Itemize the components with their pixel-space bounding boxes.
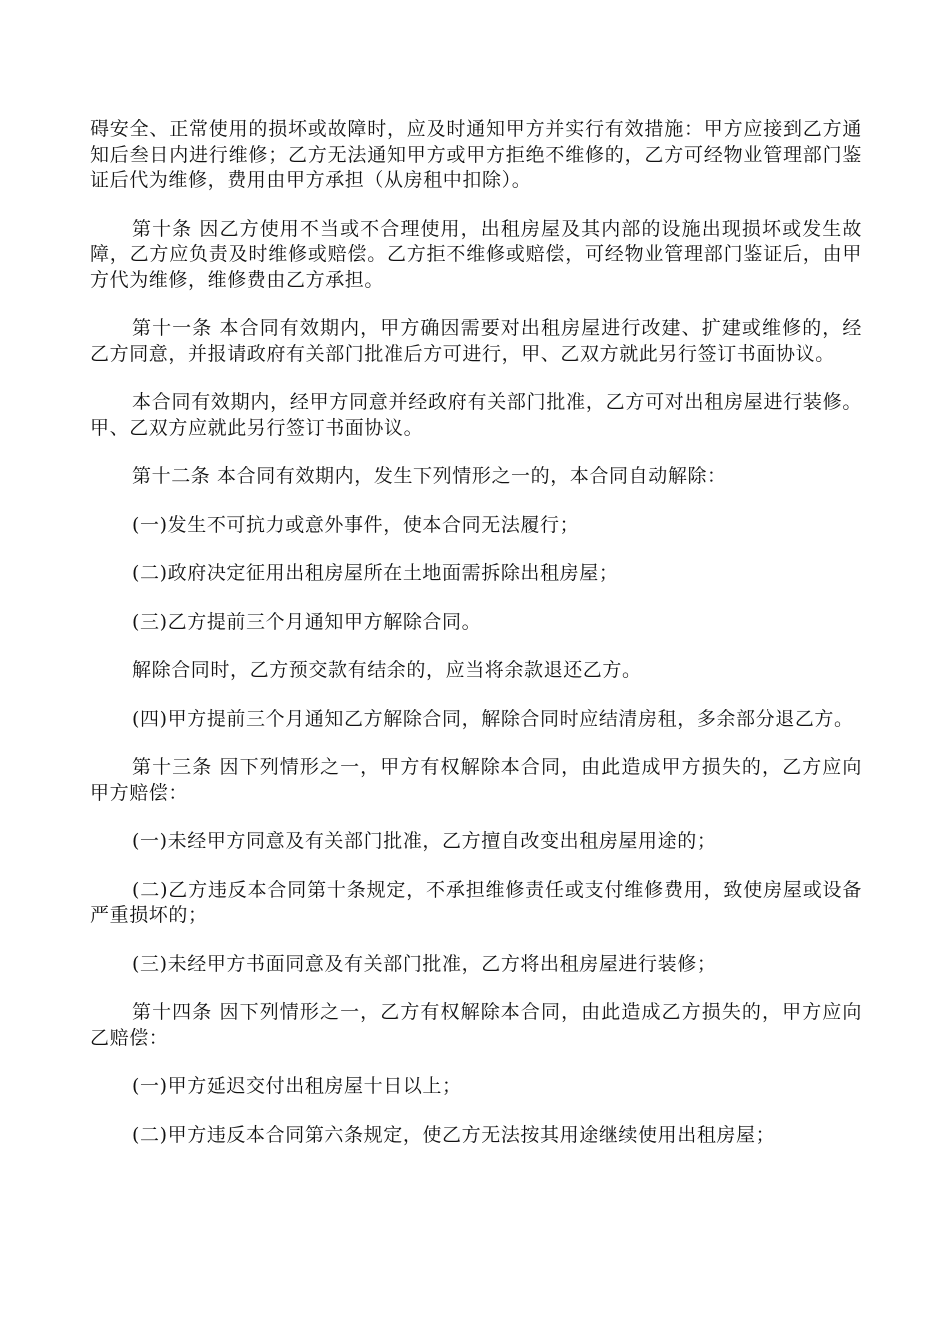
paragraph-article-11: 第十一条 本合同有效期内，甲方确因需要对出租房屋进行改建、扩建或维修的，经乙方同意，并报请政府有关部门批准后方可进行，甲、乙双方就此另行签订书面协议。 [90, 317, 862, 365]
list-item-13-1: (一)未经甲方同意及有关部门批准，乙方擅自改变出租房屋用途的； [132, 830, 717, 852]
list-item-12-2: (二)政府决定征用出租房屋所在土地面需拆除出租房屋； [132, 562, 619, 584]
paragraph-article-12: 第十二条 本合同有效期内，发生下列情形之一的，本合同自动解除： [132, 465, 727, 487]
paragraph-article-14: 第十四条 因下列情形之一，乙方有权解除本合同，由此造成乙方损失的，甲方应向乙赔偿： [90, 1001, 862, 1049]
list-item-12-3: (三)乙方提前三个月通知甲方解除合同。 [132, 610, 482, 633]
paragraph-continued-maintenance: 碍安全、正常使用的损坏或故障时，应及时通知甲方并实行有效措施：甲方应接到乙方通知后叁日内进行维修；乙方无法通知甲方或甲方拒绝不维修的，乙方可经物业管理部门鉴证后代为维修，费用由甲方承担（从房租中扣除）。 [90, 118, 862, 191]
list-item-12-1: (一)发生不可抗力或意外事件，使本合同无法履行； [132, 513, 580, 536]
document-body [90, 117, 862, 1171]
paragraph-article-10: 第十条 因乙方使用不当或不合理使用，出租房屋及其内部的设施出现损坏或发生故障，乙方应负责及时维修或赔偿。乙方拒不维修或赔偿，可经物业管理部门鉴证后，由甲方代为维修，维修费由乙方承担。 [90, 217, 862, 291]
list-item-13-2: (二)乙方违反本合同第十条规定，不承担维修责任或支付维修费用，致使房屋或设备严重损坏的； [90, 878, 862, 926]
paragraph-refund: 解除合同时，乙方预交款有结余的，应当将余款退还乙方。 [132, 659, 642, 681]
list-item-12-4: (四)甲方提前三个月通知乙方解除合同，解除合同时应结清房租，多余部分退乙方。 [132, 707, 854, 730]
paragraph-renovation: 本合同有效期内，经甲方同意并经政府有关部门批准，乙方可对出租房屋进行装修。甲、乙双方应就此另行签订书面协议。 [90, 391, 862, 439]
list-item-14-2: (二)甲方违反本合同第六条规定，使乙方无法按其用途继续使用出租房屋； [132, 1123, 776, 1146]
list-item-13-3: (三)未经甲方书面同意及有关部门批准，乙方将出租房屋进行装修； [132, 952, 717, 975]
paragraph-article-13: 第十三条 因下列情形之一，甲方有权解除本合同，由此造成甲方损失的，乙方应向甲方赔偿： [90, 756, 862, 804]
list-item-14-1: (一)甲方延迟交付出租房屋十日以上； [132, 1075, 462, 1097]
